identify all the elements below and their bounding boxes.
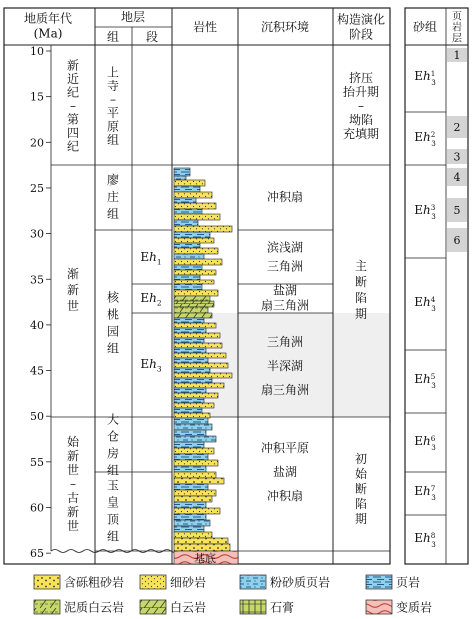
member-eh1: $Eh_1$ xyxy=(140,250,162,267)
shale-layer-label: 2 xyxy=(453,121,461,134)
lithology-bed xyxy=(174,275,200,280)
lithology-bed xyxy=(174,544,230,551)
header-age: 地质年代(Ma) xyxy=(23,11,73,41)
lithology-bed xyxy=(174,226,232,232)
sand-group-label: Eh$^1$ 3 xyxy=(414,68,436,87)
lithology-bed xyxy=(174,301,214,307)
environment-plain-salt-lake-fan: 冲积平原盐湖冲积扇 xyxy=(260,441,310,504)
header-formation: 组 xyxy=(106,30,120,45)
environment-salt-lake-fan-delta: 盐湖扇三角洲 xyxy=(260,283,310,313)
lithology-bed xyxy=(174,393,218,398)
header-shale-layer: 页岩层 xyxy=(452,11,462,45)
lithology-bed xyxy=(174,490,216,496)
member-eh3: $Eh_3$ xyxy=(140,357,162,374)
sand-group-label: Eh$^5$ 3 xyxy=(414,371,436,390)
lithology-bed xyxy=(174,338,204,343)
lithology-bed xyxy=(174,180,205,186)
lithology-bed xyxy=(174,514,206,520)
lithology-bed xyxy=(174,254,204,259)
lithology-bed xyxy=(174,203,216,209)
lithology-bed xyxy=(174,238,214,243)
header-lithology: 岩性 xyxy=(192,20,218,35)
lithology-bed xyxy=(174,526,204,532)
lithology-bed xyxy=(174,290,218,296)
shale-layer-label: 4 xyxy=(453,171,461,184)
lithology-bed xyxy=(174,265,202,270)
lithology-bed xyxy=(174,259,222,265)
header-member: 段 xyxy=(145,30,159,45)
lithology-bed xyxy=(174,296,210,301)
lithology-bed xyxy=(174,214,220,220)
lithology-bed xyxy=(174,388,206,393)
lithology-bed xyxy=(174,368,210,373)
formation-liaozhuang: 廖庄组 xyxy=(106,173,120,222)
lithology-bed xyxy=(174,307,208,313)
lithology-bed xyxy=(174,538,228,544)
environment-shallow-lake-delta: 滨浅湖三角洲 xyxy=(266,240,304,274)
legend-swatch xyxy=(240,600,266,614)
lithology-bed xyxy=(174,313,212,318)
legend-swatch xyxy=(240,575,266,589)
header-stratum: 地层 xyxy=(120,10,146,25)
formation-hetaoyuan: 核桃园组 xyxy=(106,290,120,356)
basement-label: 基底 xyxy=(194,551,216,565)
lithology-bed xyxy=(174,220,198,226)
lithology-bed xyxy=(174,323,216,328)
legend xyxy=(34,575,432,615)
header-tectonic: 构造演化阶段 xyxy=(336,12,386,42)
formation-dacangfang: 大仓房组 xyxy=(106,412,120,478)
lithology-bed xyxy=(174,413,210,418)
lithology-bed xyxy=(174,408,202,413)
lithology-bed xyxy=(174,209,202,214)
shale-layer-column xyxy=(447,48,467,252)
lithology-bed xyxy=(174,348,206,353)
age-tick-label: 40 xyxy=(30,318,44,332)
lithology-bed xyxy=(174,243,200,248)
lithology-bed xyxy=(174,418,208,424)
legend-label: 石膏 xyxy=(270,600,295,615)
epoch-neogene-quaternary: 新近纪–第四纪 xyxy=(66,58,80,154)
legend-label: 细砂岩 xyxy=(170,575,207,590)
age-tick-label: 60 xyxy=(30,501,44,515)
environment-alluvial-fan: 冲积扇 xyxy=(266,190,304,205)
sand-group-label: Eh$^8$ 3 xyxy=(414,530,436,549)
age-tick-label: 35 xyxy=(30,273,44,287)
lithology-bed xyxy=(174,484,208,490)
age-axis xyxy=(30,45,51,560)
lithology-bed xyxy=(174,270,216,275)
lithology-bed xyxy=(174,442,204,448)
lithology-bed xyxy=(174,284,202,290)
lithology-bed xyxy=(174,460,218,466)
lithology-bed xyxy=(174,496,212,502)
lithology-bed xyxy=(174,186,200,192)
shale-layer-label: 5 xyxy=(453,204,461,217)
lithology-bed xyxy=(174,363,228,368)
lithology-bed xyxy=(174,430,206,436)
lithology-bed xyxy=(174,232,210,238)
age-tick-label: 50 xyxy=(30,410,44,424)
legend-swatch xyxy=(34,600,60,614)
sand-group-label: Eh$^7$ 3 xyxy=(414,483,436,502)
lithology-bed xyxy=(174,454,208,460)
lithology-bed xyxy=(174,478,224,484)
lithology-bed xyxy=(174,192,212,198)
age-tick-label: 30 xyxy=(30,227,44,241)
lithology-bed xyxy=(174,176,186,180)
lithology-bed xyxy=(174,358,208,363)
sand-group-label: Eh$^4$ 3 xyxy=(414,294,436,313)
labels xyxy=(24,9,462,565)
lithology-bed xyxy=(174,378,212,383)
lithology-bed xyxy=(174,448,214,454)
lithology-bed xyxy=(174,333,220,338)
lithology-bed xyxy=(174,403,214,408)
lithology-bed xyxy=(174,398,204,403)
lithology-bed xyxy=(174,343,222,348)
lithology-bed xyxy=(174,353,226,358)
lithology-bed xyxy=(174,198,196,203)
lithology-bed xyxy=(174,318,204,323)
legend-label: 页岩 xyxy=(396,575,421,590)
lithology-bed xyxy=(174,508,220,514)
formation-yuhuangding: 玉皇顶组 xyxy=(106,478,120,544)
shale-layer-label: 1 xyxy=(453,49,461,62)
lithology-bed xyxy=(174,436,216,442)
lithology-bed xyxy=(174,383,224,388)
header-environment: 沉积环境 xyxy=(260,20,310,35)
legend-swatch xyxy=(140,575,166,589)
legend-label: 白云岩 xyxy=(170,600,207,615)
right-table-grid xyxy=(405,8,468,564)
legend-swatch xyxy=(366,600,392,614)
lithology-bed xyxy=(174,373,232,378)
age-tick-label: 55 xyxy=(30,455,44,469)
tectonic-compression-depression: 挤压抬升期–坳陷充填期 xyxy=(342,71,380,142)
epoch-oligocene: 渐新世 xyxy=(66,267,80,314)
member-eh2: $Eh_2$ xyxy=(140,291,162,308)
age-tick-label: 10 xyxy=(30,45,44,58)
lithology-bed xyxy=(174,424,212,430)
lithology-bed xyxy=(174,472,216,478)
legend-swatch xyxy=(366,575,392,589)
lithology-bed xyxy=(174,532,212,538)
tectonic-initial-rift: 初始断陷期 xyxy=(354,452,368,527)
epoch-eocene-paleocene: 始新世–古新世 xyxy=(66,435,80,534)
formation-shangsi-pingyuan: 上寺–平原组 xyxy=(106,65,120,147)
environment-delta-deep-lake: 三角洲半深湖扇三角洲 xyxy=(260,335,310,398)
tectonic-main-rift: 主断陷期 xyxy=(354,259,368,322)
lithology-bed xyxy=(174,168,190,176)
legend-label: 变质岩 xyxy=(396,600,433,615)
legend-swatch xyxy=(34,575,60,589)
shale-layer-label: 3 xyxy=(453,150,461,164)
sand-group-label: Eh$^6$ 3 xyxy=(414,433,436,452)
lithology-bed xyxy=(174,520,210,526)
legend-swatch xyxy=(140,600,166,614)
lithology-bed xyxy=(174,466,206,472)
legend-label: 粉砂质页岩 xyxy=(270,575,331,590)
age-tick-label: 15 xyxy=(30,90,44,104)
lithology-bed xyxy=(174,280,214,284)
lithology-bed xyxy=(174,248,218,254)
age-tick-label: 65 xyxy=(30,547,44,561)
header-sand-group: 砂组 xyxy=(412,20,438,35)
sand-group-label: Eh$^3$ 3 xyxy=(414,202,436,221)
shale-layer-label: 6 xyxy=(453,234,461,247)
legend-label: 泥质白云岩 xyxy=(64,600,125,615)
lithology-bed xyxy=(174,502,206,508)
lithology-bed xyxy=(174,328,206,333)
age-tick-label: 45 xyxy=(30,364,44,378)
age-tick-label: 20 xyxy=(30,136,44,150)
age-tick-label: 25 xyxy=(30,181,44,195)
legend-label: 含砾粗砂岩 xyxy=(64,575,125,590)
sand-group-label: Eh$^2$ 3 xyxy=(414,129,436,148)
